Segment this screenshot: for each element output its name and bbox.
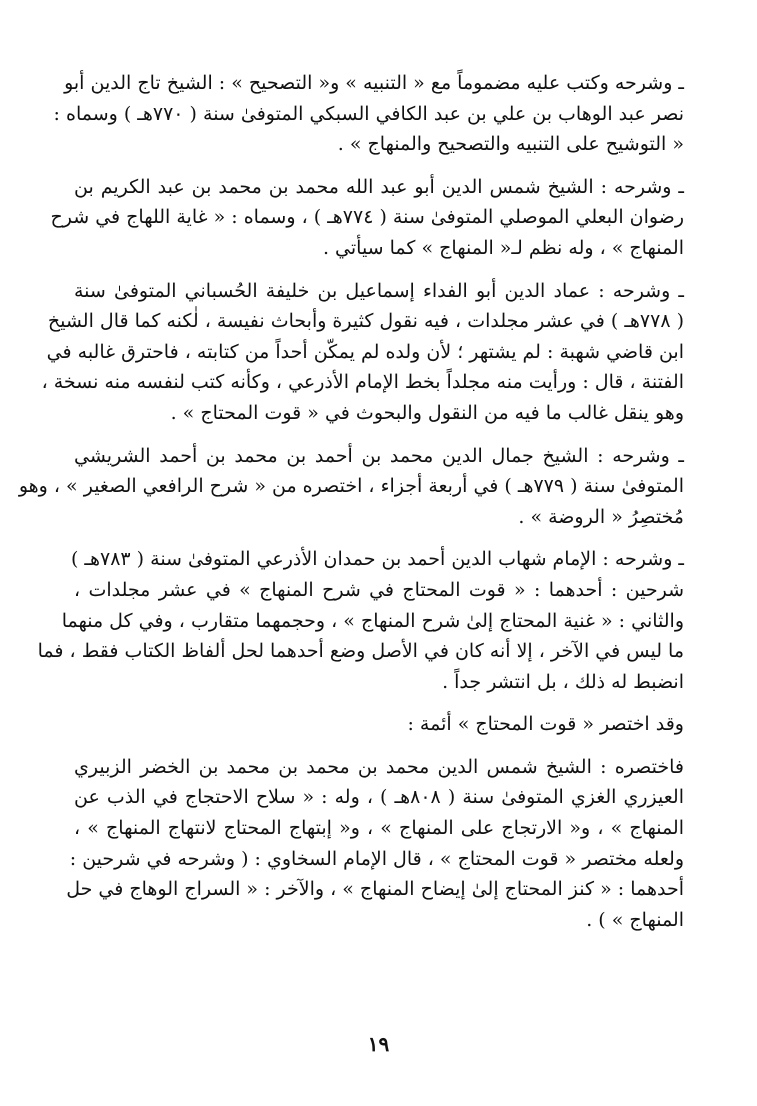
text-line: ولعله مختصر « قوت المحتاج » ، قال الإمام السخاوي : ( وشرحه في شرحين : [69, 847, 684, 870]
text-line: شرحين : أحدهما : « قوت المحتاج في شرح المنهاج » في عشر مجلدات ، [74, 578, 684, 601]
text-line: مُختصِرُ « الروضة » . [518, 505, 684, 528]
paragraph [53, 68, 684, 160]
text-line: فاختصره : الشيخ شمس الدين محمد بن محمد بن محمد بن الخضر الزبيري [74, 755, 684, 778]
paragraph-gap [74, 740, 684, 752]
text-line: الفتنة ، قال : ورأيت منه مجلداً بخط الإمام الأذرعي ، وكأنه كتب لنفسه منه نسخة ، [41, 371, 684, 394]
paragraph-gap [74, 264, 684, 276]
paragraph [18, 441, 684, 533]
text-line: « التوشيح على التنبيه والتصحيح والمنهاج » . [337, 133, 684, 156]
paragraph [74, 709, 684, 740]
paragraph [50, 172, 684, 264]
text-line: المنهاج » ، وله نظم لـ« المنهاج » كما سيأتي . [322, 236, 684, 259]
text-line: ـ وشرحه : الإمام شهاب الدين أحمد بن حمدان الأذرعي المتوفىٰ سنة ( ٧٨٣هـ ) [70, 548, 684, 571]
paragraph-gap [74, 532, 684, 544]
text-line: ـ وشرحه : الشيخ شمس الدين أبو عبد الله محمد بن محمد بن عبد الكريم بن [74, 175, 684, 198]
paragraph-gap [74, 429, 684, 441]
text-line: ـ وشرحه : الشيخ جمال الدين محمد بن أحمد بن محمد بن أحمد الشريشي [74, 444, 684, 467]
text-line: ابن قاضي شهبة : لم يشتهر ؛ لأن ولده لم يمكّن أحداً من كتابته ، فاحترق غالبه في [46, 340, 684, 363]
text-line: نصر عبد الوهاب بن علي بن عبد الكافي السبكي المتوفىٰ سنة ( ٧٧٠هـ ) وسماه : [53, 102, 684, 125]
text-line: ـ وشرحه : عماد الدين أبو الفداء إسماعيل بن خليفة الحُسباني المتوفىٰ سنة [74, 279, 684, 302]
paragraph-gap [74, 160, 684, 172]
paragraph-gap [74, 697, 684, 709]
paragraph [66, 752, 684, 936]
paragraph [41, 276, 684, 429]
paragraph [37, 544, 684, 697]
text-line: انضبط له ذلك ، بل انتشر جداً . [442, 670, 684, 693]
text-line: وهو ينقل غالب ما فيه من النقول والبحوث في « قوت المحتاج » . [170, 401, 684, 424]
text-line: والثاني : « غنية المحتاج إلىٰ شرح المنهاج » ، وحجمهما متقارب ، وفي كل منهما [61, 609, 684, 632]
main-text [18, 68, 684, 935]
text-line: وقد اختصر « قوت المحتاج » أئمة : [407, 713, 684, 736]
text-line: المنهاج » ) . [586, 908, 684, 931]
text-line: المتوفىٰ سنة ( ٧٧٩هـ ) في أربعة أجزاء ، اختصره من « شرح الرافعي الصغير » ، وهو [18, 475, 684, 498]
text-line: ـ وشرحه وكتب عليه مضموماً مع « التنبيه » و« التصحيح » : الشيخ تاج الدين أبو [64, 72, 684, 94]
text-line: رضوان البعلي الموصلي المتوفىٰ سنة ( ٧٧٤هـ ) ، وسماه : « غاية اللهاج في شرح [50, 206, 684, 229]
text-line: المنهاج » ، و« الارتجاج على المنهاج » ، و« إبتهاج المحتاج لانتهاج المنهاج » ، [74, 817, 684, 840]
text-line: العيزري الغزي المتوفىٰ سنة ( ٨٠٨هـ ) ، وله : « سلاح الاحتجاج في الذب عن [74, 786, 684, 809]
text-line: ما ليس في الآخر ، إلا أنه كان في الأصل وضع أحدهما لحل ألفاظ الكتاب فقط ، فما [37, 640, 684, 663]
text-line: أحدهما : « كنز المحتاج إلىٰ إيضاح المنهاج » ، والآخر : « السراج الوهاج في حل [66, 878, 684, 901]
text-line: ( ٧٧٨هـ ) في عشر مجلدات ، فيه نقول كثيرة وأبحاث نفيسة ، لٰكنه كما قال الشيخ [47, 310, 684, 333]
page-number: ١٩ [367, 1032, 390, 1056]
